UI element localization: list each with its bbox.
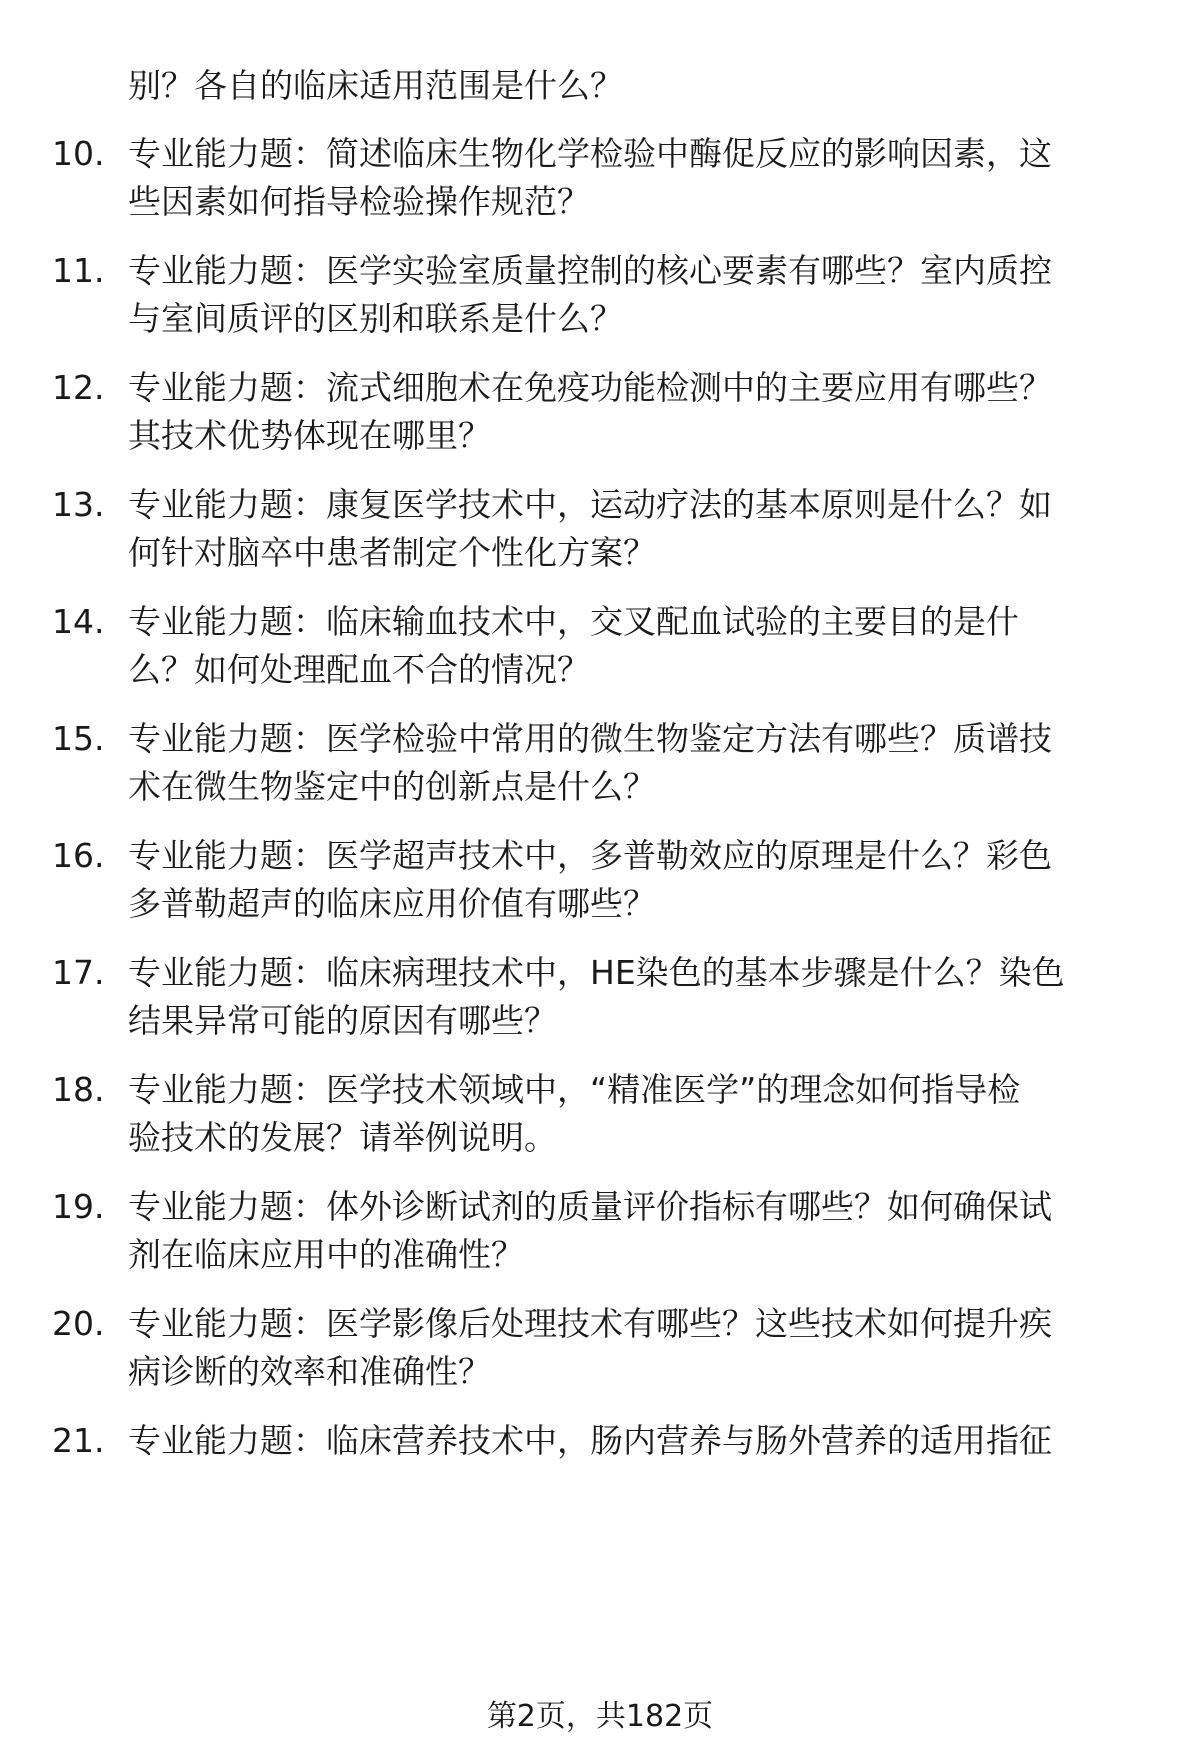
- question-line: 些因素如何指导检验操作规范？: [128, 182, 590, 221]
- question-text: [128, 481, 1160, 577]
- question-text: [128, 715, 1160, 811]
- previous-question-continuation: 别？各自的临床适用范围是什么？: [128, 66, 623, 105]
- question-line: 专业能力题：医学检验中常用的微生物鉴定方法有哪些？质谱技: [128, 719, 1052, 758]
- question-text: [128, 1300, 1160, 1396]
- question-text: [128, 1417, 1160, 1465]
- question-line: 专业能力题：医学技术领域中，“精准医学”的理念如何指导检: [128, 1070, 1021, 1109]
- question-line: 剂在临床应用中的准确性？: [128, 1235, 524, 1274]
- question-item: [0, 1066, 1200, 1166]
- question-number: 17.: [52, 953, 105, 992]
- question-line: 验技术的发展？请举例说明。: [128, 1118, 557, 1157]
- question-text: [128, 1066, 1160, 1162]
- question-line: 专业能力题：临床营养技术中，肠内营养与肠外营养的适用指征: [128, 1421, 1052, 1460]
- question-line: 专业能力题：康复医学技术中，运动疗法的基本原则是什么？如: [128, 485, 1052, 524]
- question-line: 专业能力题：临床病理技术中，HE染色的基本步骤是什么？染色: [128, 953, 1065, 992]
- question-number: 18.: [52, 1070, 105, 1109]
- question-text: [128, 949, 1160, 1045]
- question-line: 专业能力题：医学影像后处理技术有哪些？这些技术如何提升疾: [128, 1304, 1052, 1343]
- question-item: [0, 130, 1200, 230]
- question-line: 其技术优势体现在哪里？: [128, 416, 491, 455]
- question-item: [0, 832, 1200, 932]
- question-line: 与室间质评的区别和联系是什么？: [128, 299, 623, 338]
- question-line: 专业能力题：医学超声技术中，多普勒效应的原理是什么？彩色: [128, 836, 1052, 875]
- question-item: [0, 1417, 1200, 1517]
- question-line: 多普勒超声的临床应用价值有哪些？: [128, 884, 656, 923]
- question-line: 病诊断的效率和准确性？: [128, 1352, 491, 1391]
- question-number: 14.: [52, 602, 105, 641]
- question-item: [0, 1183, 1200, 1283]
- question-item: [0, 949, 1200, 1049]
- question-number: 15.: [52, 719, 105, 758]
- question-line: 专业能力题：临床输血技术中，交叉配血试验的主要目的是什: [128, 602, 1019, 641]
- question-number: 20.: [52, 1304, 105, 1343]
- question-line: 专业能力题：流式细胞术在免疫功能检测中的主要应用有哪些？: [128, 368, 1052, 407]
- question-item: [0, 598, 1200, 698]
- question-number: 19.: [52, 1187, 105, 1226]
- question-text: [128, 598, 1160, 694]
- question-number: 12.: [52, 368, 105, 407]
- question-item: [0, 247, 1200, 347]
- question-line: 专业能力题：体外诊断试剂的质量评价指标有哪些？如何确保试: [128, 1187, 1052, 1226]
- question-item: [0, 1300, 1200, 1400]
- question-number: 16.: [52, 836, 105, 875]
- question-line: 结果异常可能的原因有哪些？: [128, 1001, 557, 1040]
- question-text: [128, 247, 1160, 343]
- question-number: 21.: [52, 1421, 105, 1460]
- question-number: 13.: [52, 485, 105, 524]
- question-text: [128, 130, 1160, 226]
- question-number: 10.: [52, 134, 105, 173]
- question-line: 术在微生物鉴定中的创新点是什么？: [128, 767, 656, 806]
- question-text: [128, 832, 1160, 928]
- question-text: [128, 364, 1160, 460]
- page-number-label: 第2页，共182页: [486, 1699, 714, 1734]
- question-line: 何针对脑卒中患者制定个性化方案？: [128, 533, 656, 572]
- question-item: [0, 715, 1200, 815]
- question-item: [0, 481, 1200, 581]
- question-line: 专业能力题：简述临床生物化学检验中酶促反应的影响因素，这: [128, 134, 1052, 173]
- question-line: 专业能力题：医学实验室质量控制的核心要素有哪些？室内质控: [128, 251, 1052, 290]
- question-line: 么？如何处理配血不合的情况？: [128, 650, 590, 689]
- question-number: 11.: [52, 251, 105, 290]
- question-item: [0, 364, 1200, 464]
- page-footer: [0, 1697, 1200, 1737]
- question-text: [128, 1183, 1160, 1279]
